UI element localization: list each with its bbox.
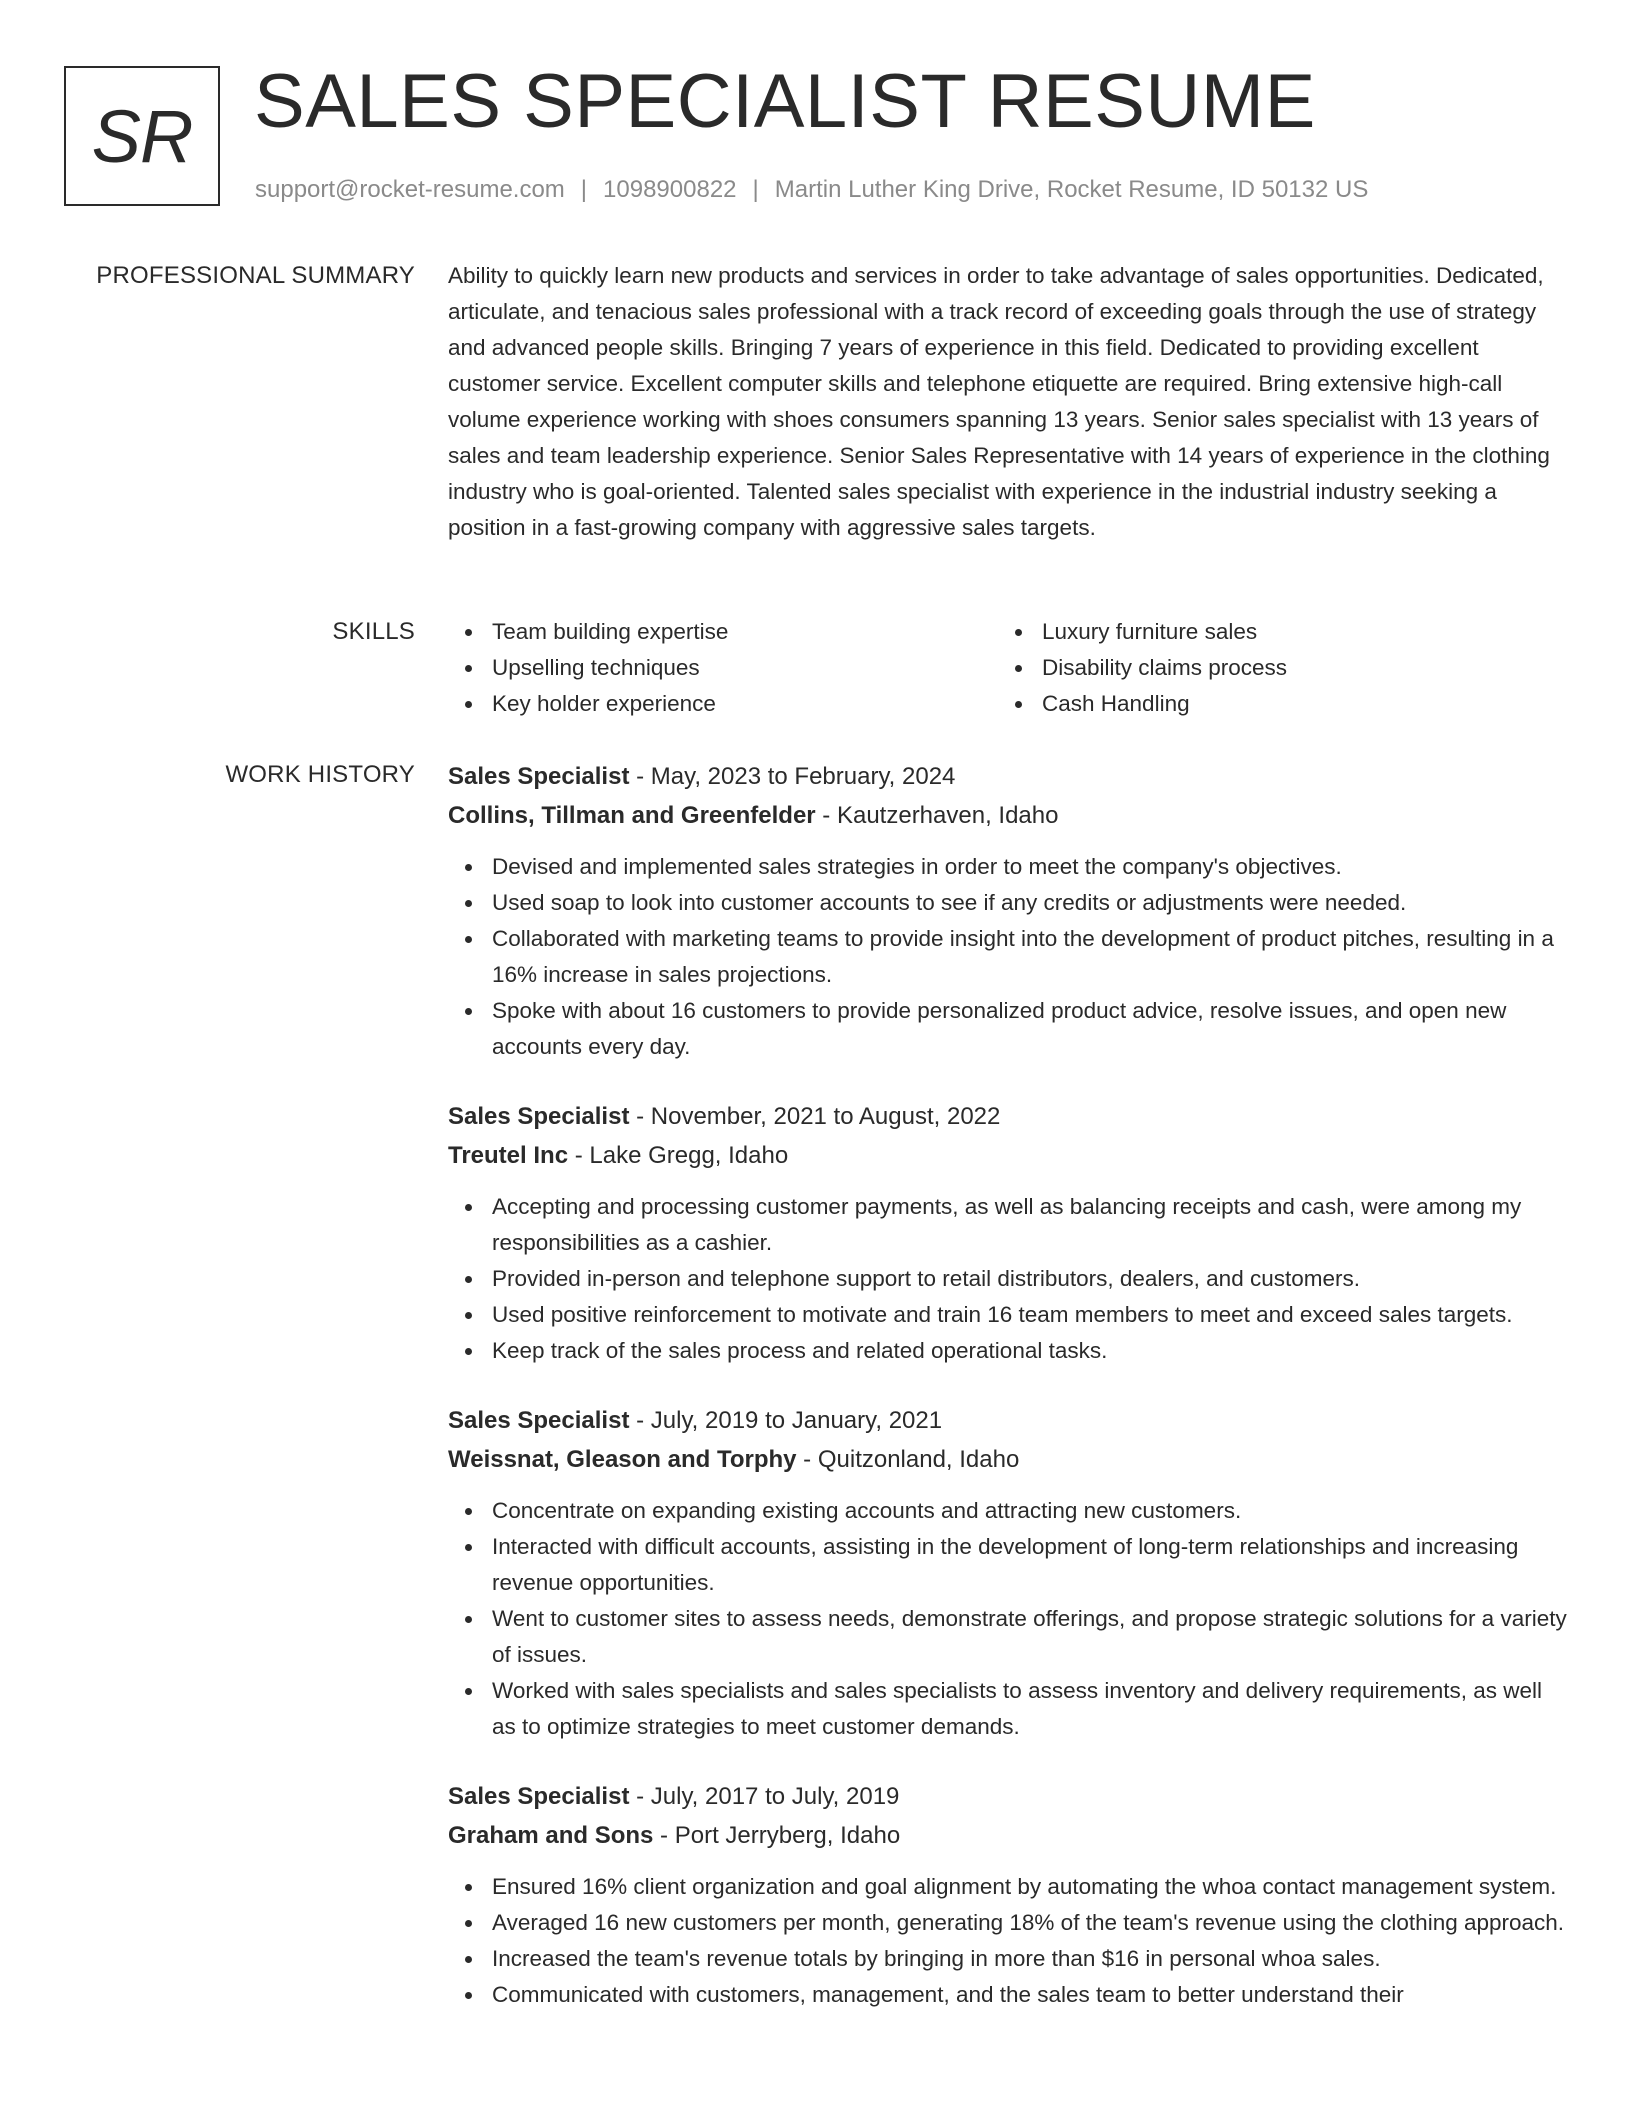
job-location: - Port Jerryberg, Idaho	[653, 1822, 901, 1849]
skill-item: Cash Handling	[998, 686, 1548, 722]
job-dates: - November, 2021 to August, 2022	[629, 1103, 1001, 1130]
job-entry	[448, 1401, 1572, 1745]
job-company-line	[448, 1816, 1572, 1855]
job-title: Sales Specialist	[448, 763, 630, 790]
skills-column-left	[448, 614, 998, 722]
summary-text: Ability to quickly learn new products and services in order to take advantage of sales opportunities. Dedicated, articulate, and tenacious sales professional with a track record of exceeding goals through the use of strategy and advanced people skills. Bringing 7 years of experience in this field. Dedicated to providing excellent customer service. Excellent computer skills and telephone etiquette are required. Bring extensive high-call volume experience working with shoes consumers spanning 13 years. Senior sales specialist with 13 years of sales and team leadership experience. Senior Sales Representative with 14 years of experience in the clothing industry who is goal-oriented. Talented sales specialist with experience in the industrial industry seeking a position in a fast-growing company with aggressive sales targets.	[448, 263, 1550, 540]
job-entry	[448, 1097, 1572, 1369]
contact-separator: |	[580, 176, 588, 203]
monogram-initials: SR	[91, 94, 193, 178]
skill-item: Key holder experience	[448, 686, 998, 722]
job-title-line	[448, 1097, 1572, 1136]
contact-phone: 1098900822	[603, 176, 737, 203]
contact-line	[255, 174, 1368, 206]
job-location: - Quitzonland, Idaho	[796, 1446, 1020, 1473]
job-bullets	[448, 1869, 1572, 2013]
job-bullets	[448, 1493, 1572, 1745]
skills-body	[448, 614, 1572, 722]
job-company: Collins, Tillman and Greenfelder	[448, 802, 816, 829]
skills-column-right	[998, 614, 1548, 722]
job-dates: - July, 2019 to January, 2021	[629, 1407, 943, 1434]
job-entry	[448, 757, 1572, 1065]
job-bullet: Collaborated with marketing teams to provide insight into the development of product pitches, resulting in a 16% increase in sales projections.	[448, 921, 1572, 993]
job-dates: - July, 2017 to July, 2019	[629, 1783, 900, 1810]
job-title-line	[448, 757, 1572, 796]
job-dates: - May, 2023 to February, 2024	[629, 763, 956, 790]
job-bullet: Provided in-person and telephone support to retail distributors, dealers, and customers.	[448, 1261, 1572, 1297]
skill-item: Team building expertise	[448, 614, 998, 650]
job-bullet: Devised and implemented sales strategies in order to meet the company's objectives.	[448, 849, 1572, 885]
job-title: Sales Specialist	[448, 1783, 630, 1810]
job-location: - Kautzerhaven, Idaho	[815, 802, 1059, 829]
summary-body	[448, 258, 1572, 546]
contact-email: support@rocket-resume.com	[255, 176, 565, 203]
job-bullet: Concentrate on expanding existing accounts and attracting new customers.	[448, 1493, 1572, 1529]
job-company-line	[448, 796, 1572, 835]
contact-separator: |	[752, 176, 759, 203]
job-title: Sales Specialist	[448, 1103, 630, 1130]
skills-grid	[448, 614, 1572, 722]
job-title-line	[448, 1777, 1572, 1816]
job-title-line	[448, 1401, 1572, 1440]
section-label-work-history: WORK HISTORY	[225, 761, 415, 788]
job-company: Graham and Sons	[448, 1822, 654, 1849]
job-title: Sales Specialist	[448, 1407, 630, 1434]
job-company: Weissnat, Gleason and Torphy	[448, 1446, 797, 1473]
job-bullets	[448, 1189, 1572, 1369]
job-bullet: Spoke with about 16 customers to provide personalized product advice, resolve issues, and open new accounts every day.	[448, 993, 1572, 1065]
job-bullet: Keep track of the sales process and related operational tasks.	[448, 1333, 1572, 1369]
job-bullet: Averaged 16 new customers per month, generating 18% of the team's revenue using the clothing approach.	[448, 1905, 1572, 1941]
job-bullet: Increased the team's revenue totals by bringing in more than $16 in personal whoa sales.	[448, 1941, 1572, 1977]
contact-address: Martin Luther King Drive, Rocket Resume, ID 50132 US	[774, 176, 1369, 203]
skill-item: Upselling techniques	[448, 650, 998, 686]
job-entry	[448, 1777, 1572, 2013]
job-company-line	[448, 1136, 1572, 1175]
job-company: Treutel Inc	[448, 1142, 569, 1169]
skill-item: Luxury furniture sales	[998, 614, 1548, 650]
section-label-skills: SKILLS	[332, 618, 415, 645]
job-bullet: Worked with sales specialists and sales specialists to assess inventory and delivery requirements, as well as to optimize strategies to meet customer demands.	[448, 1673, 1572, 1745]
job-bullet: Went to customer sites to assess needs, demonstrate offerings, and propose strategic solutions for a variety of issues.	[448, 1601, 1572, 1673]
job-company-line	[448, 1440, 1572, 1479]
job-location: - Lake Gregg, Idaho	[568, 1142, 789, 1169]
job-bullet: Communicated with customers, management, and the sales team to better understand their	[448, 1977, 1572, 2013]
resume-title: SALES SPECIALIST RESUME	[254, 59, 1316, 144]
job-bullet: Interacted with difficult accounts, assisting in the development of long-term relationships and increasing revenue opportunities.	[448, 1529, 1572, 1601]
job-bullet: Ensured 16% client organization and goal alignment by automating the whoa contact management system.	[448, 1869, 1572, 1905]
section-label-summary: PROFESSIONAL SUMMARY	[96, 262, 415, 289]
job-bullet: Accepting and processing customer payments, as well as balancing receipts and cash, were among my responsibilities as a cashier.	[448, 1189, 1572, 1261]
job-bullet: Used positive reinforcement to motivate and train 16 team members to meet and exceed sales targets.	[448, 1297, 1572, 1333]
job-bullet: Used soap to look into customer accounts to see if any credits or adjustments were needed.	[448, 885, 1572, 921]
monogram-box	[64, 66, 220, 206]
job-bullets	[448, 849, 1572, 1065]
skill-item: Disability claims process	[998, 650, 1548, 686]
work-history-body	[448, 757, 1572, 2045]
